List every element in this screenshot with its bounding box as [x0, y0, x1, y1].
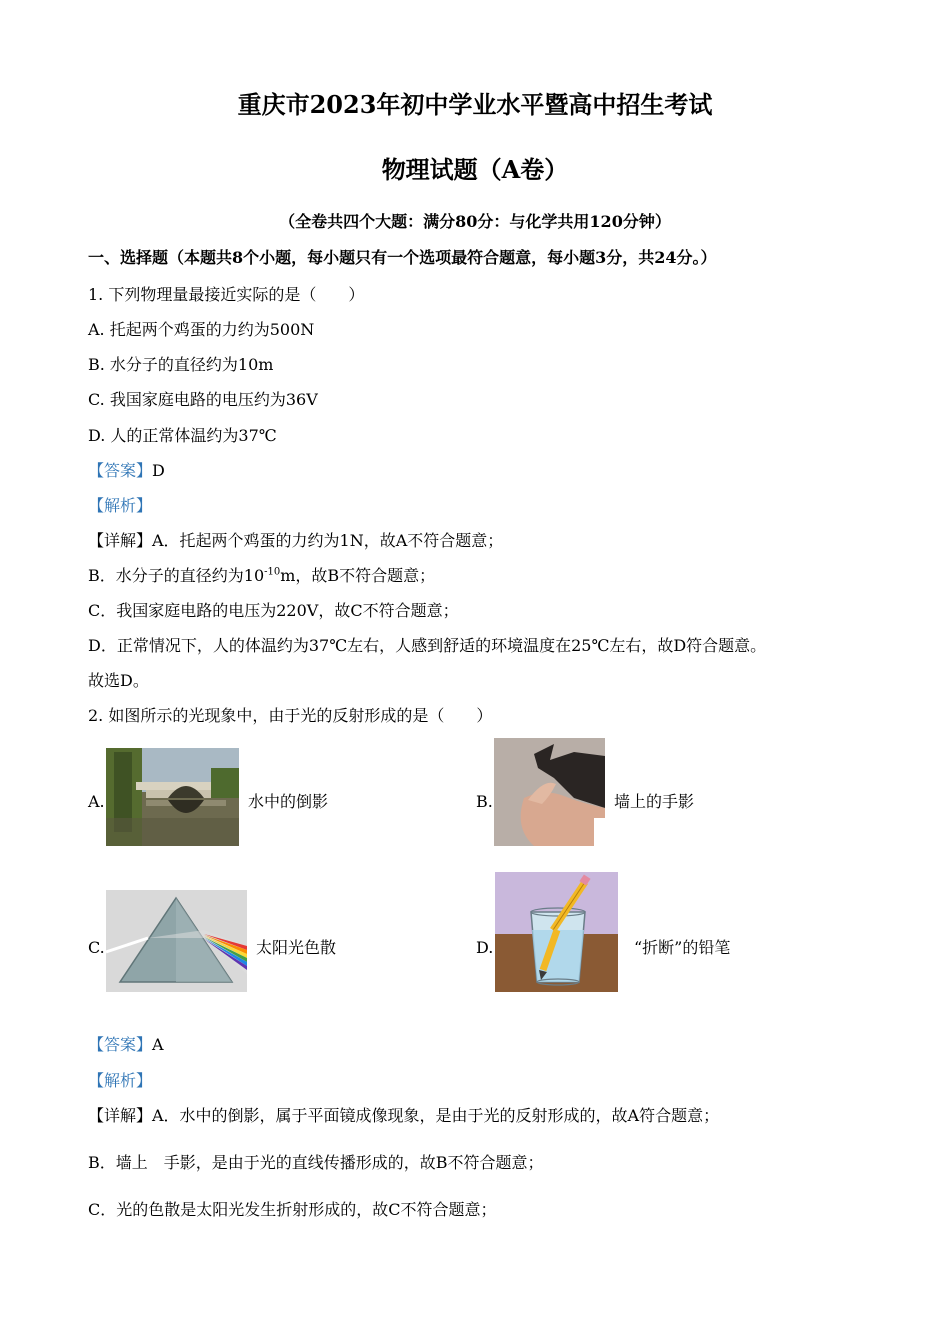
q2-option-c-letter: C. [88, 938, 105, 957]
q2-option-b-letter: B. [476, 792, 493, 811]
q2-option-a-caption: 水中的倒影 [248, 792, 329, 811]
q1-conclusion: 故选D。 [88, 671, 149, 690]
section-heading: 一、选择题（本题共8个小题，每小题只有一个选项最符合题意，每小题3分，共24分。） [88, 248, 717, 267]
q2-option-a-letter: A. [88, 792, 105, 811]
hand-shadow-image [494, 738, 605, 846]
q1-detail-3: C．我国家庭电路的电压为220V，故C不符合题意； [88, 601, 459, 620]
answer-value: D [152, 461, 165, 480]
prism-dispersion-image [106, 890, 247, 992]
q1-stem: 1. 下列物理量最接近实际的是（ ） [88, 285, 365, 304]
q1-option-c: C. 我国家庭电路的电压约为36V [88, 390, 318, 409]
q1-detail-1: 【详解】A．托起两个鸡蛋的力约为1N，故A不符合题意； [88, 531, 504, 550]
q2-stem: 2. 如图所示的光现象中，由于光的反射形成的是（ ） [88, 706, 493, 725]
q2-detail-1: 【详解】A．水中的倒影，属于平面镜成像现象，是由于光的反射形成的，故A符合题意； [88, 1106, 720, 1125]
bent-pencil-image [495, 872, 618, 992]
q1-detail-2-tail: m，故B不符合题意； [280, 566, 436, 585]
answer-tag: 【答案】 [88, 461, 153, 480]
q2-option-d-caption: “折断”的铅笔 [634, 938, 731, 957]
q2-detail-3: C．光的色散是太阳光发生折射形成的，故C不符合题意； [88, 1200, 497, 1219]
exam-subtitle: 物理试题（A卷） [381, 155, 569, 184]
q1-detail-2-exponent: -10 [264, 566, 281, 578]
answer-tag: 【答案】 [88, 1035, 153, 1054]
q1-detail-2 [88, 566, 435, 586]
answer-value: A [152, 1035, 164, 1054]
q1-option-b: B. 水分子的直径约为10m [88, 355, 274, 374]
q1-detail-2-text: B．水分子的直径约为10 [88, 566, 265, 585]
q2-detail-2: B．墙上 手影，是由于光的直线传播形成的，故B不符合题意； [88, 1153, 544, 1172]
q1-detail-4: D．正常情况下，人的体温约为37℃左右，人感到舒适的环境温度在25℃左右，故D符合题意。 [88, 636, 767, 655]
q1-option-a: A. 托起两个鸡蛋的力约为500N [88, 320, 315, 339]
exam-note: （全卷共四个大题：满分80分：与化学共用120分钟） [279, 212, 671, 231]
q1-answer [88, 461, 165, 481]
exam-title: 重庆市2023年初中学业水平暨高中招生考试 [237, 90, 713, 119]
q1-analysis-tag: 【解析】 [88, 496, 153, 515]
q2-option-b-caption: 墙上的手影 [614, 792, 695, 811]
q2-answer [88, 1035, 164, 1055]
q1-option-d: D. 人的正常体温约为37℃ [88, 426, 277, 445]
bridge-reflection-image [106, 748, 239, 846]
q2-option-d-letter: D. [476, 938, 494, 957]
q2-analysis-tag: 【解析】 [88, 1071, 153, 1090]
q2-option-c-caption: 太阳光色散 [256, 938, 337, 957]
